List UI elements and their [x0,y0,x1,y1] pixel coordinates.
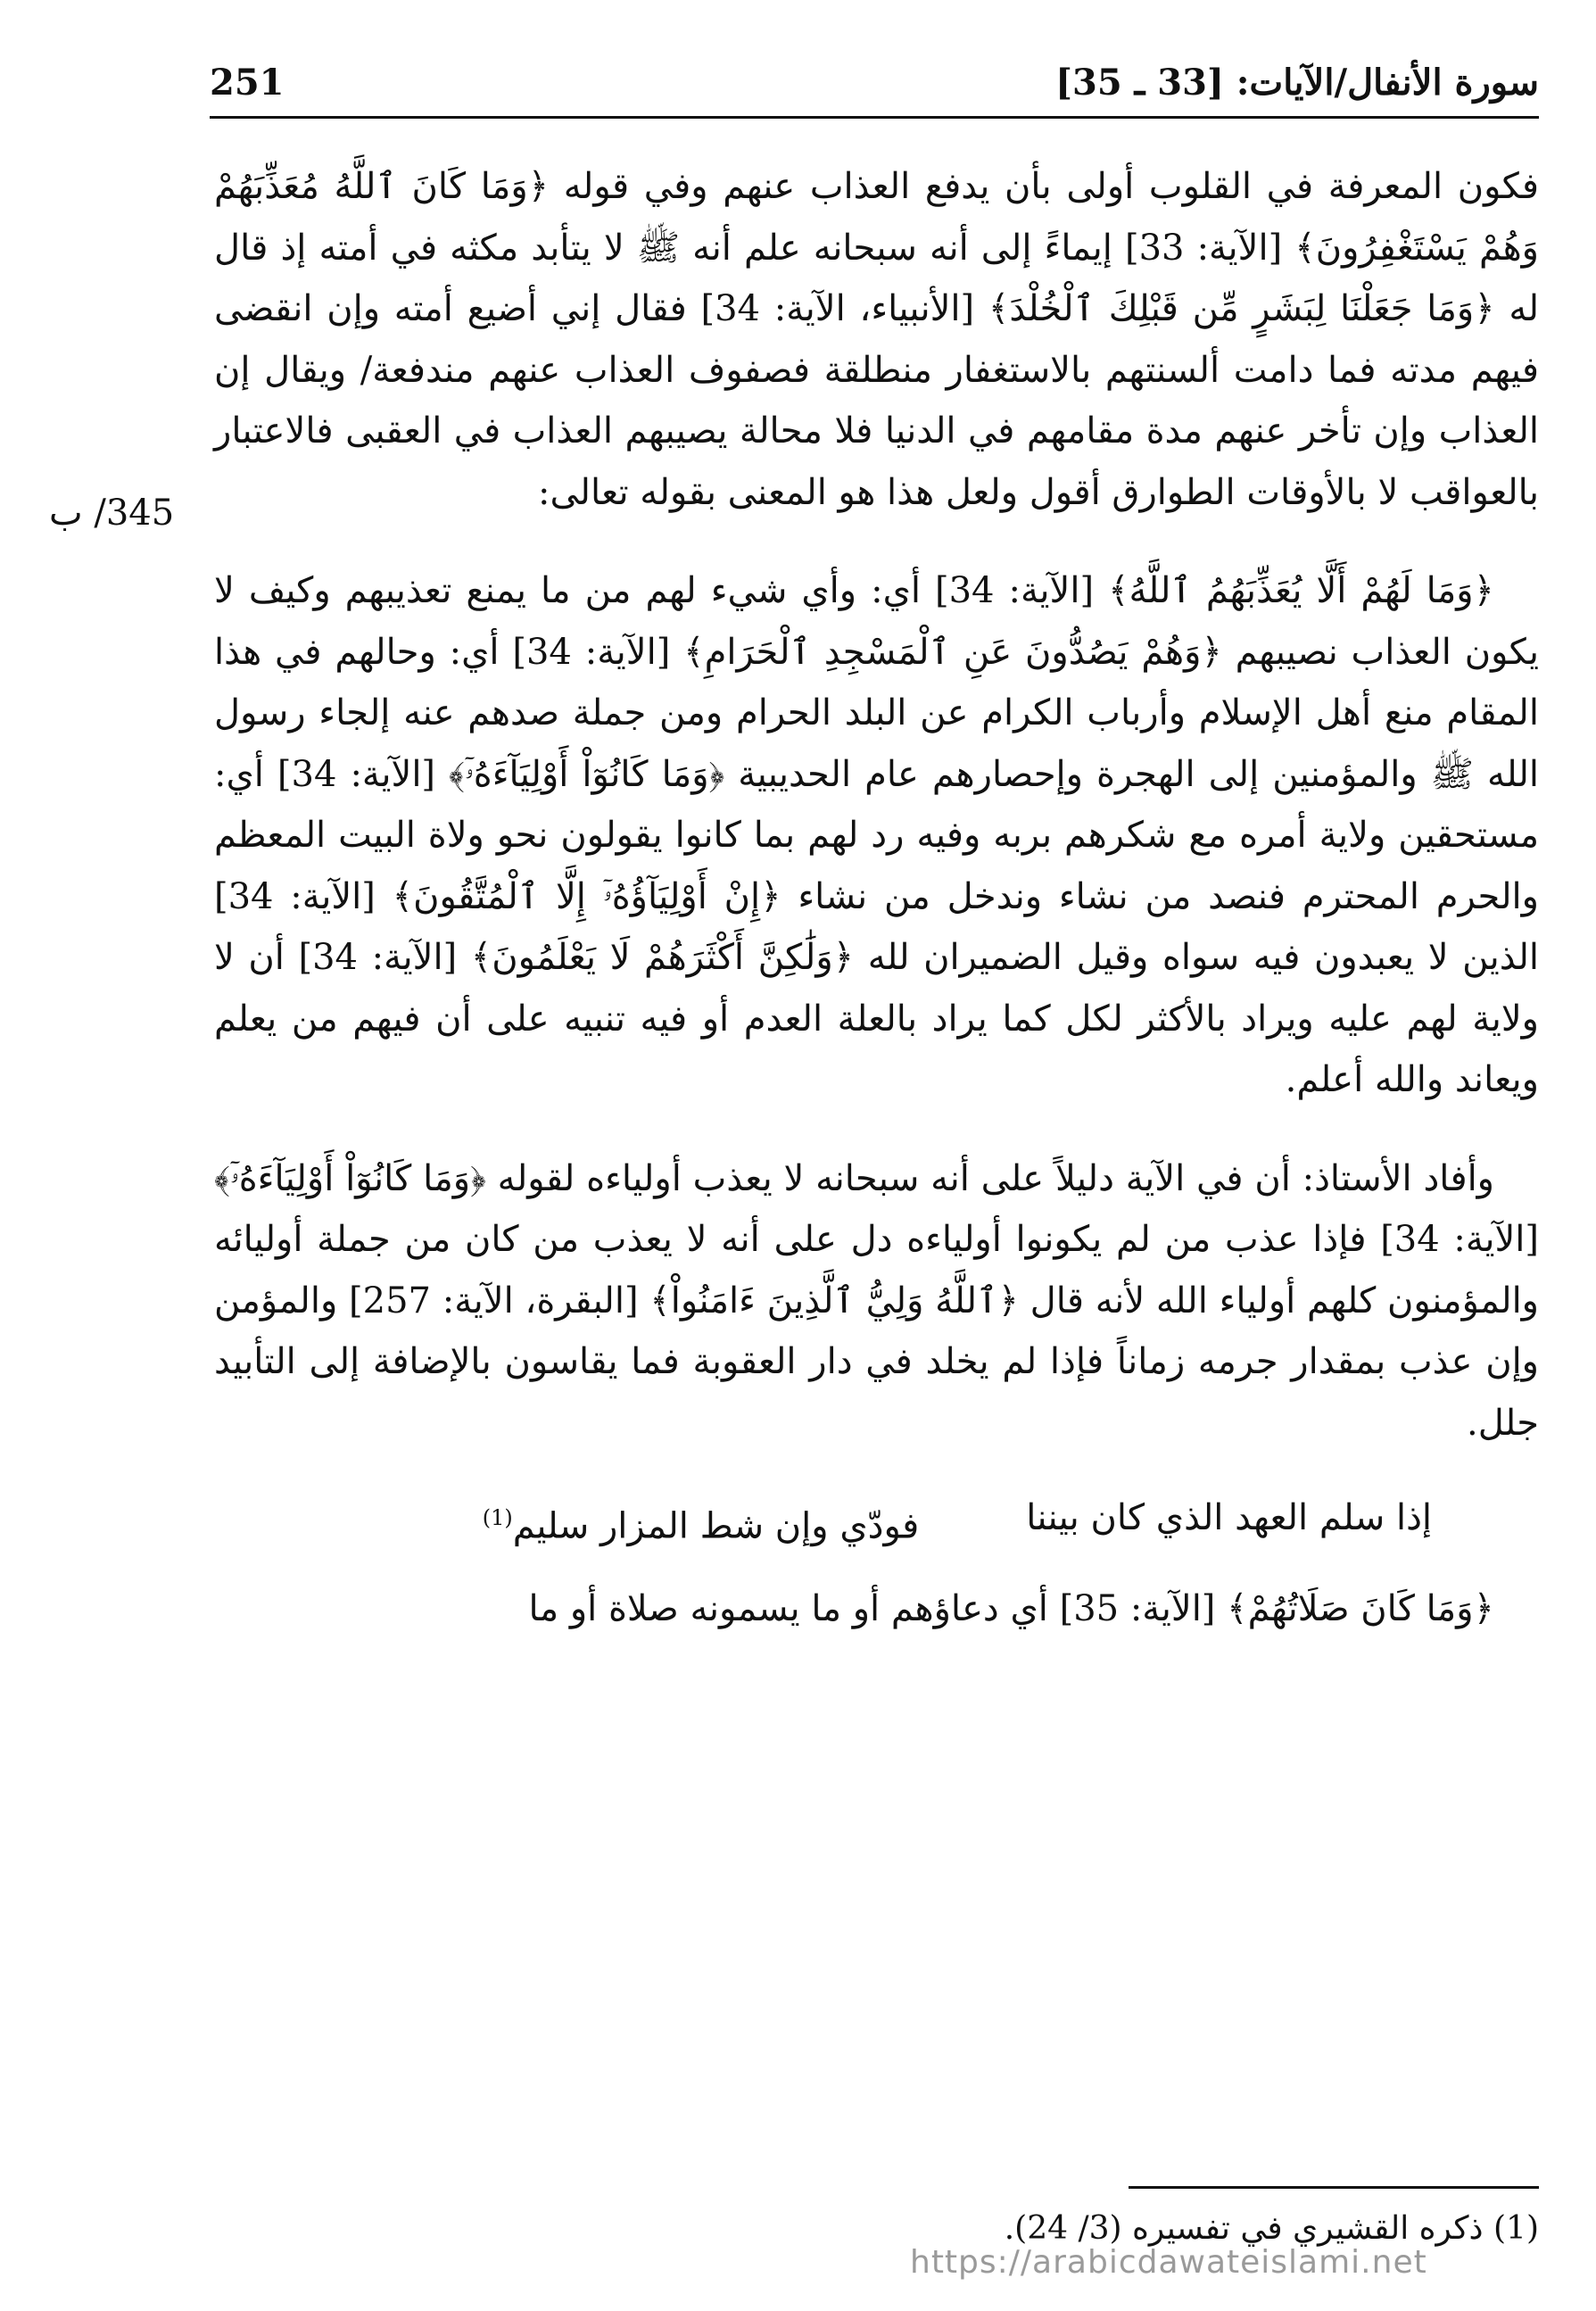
poem-second-hemistich [483,1487,919,1557]
poem-verse [214,1487,1539,1557]
poem-second-hemistich-text: فودّي وإن شط المزار سليم [512,1505,920,1547]
footnote-marker: (1) [482,1505,513,1530]
poem-first-hemistich: إذا سلم العهد الذي كان بيننا [1026,1497,1432,1538]
main-text [214,156,1539,1639]
paragraph-1: فكون المعرفة في القلوب أولى بأن يدفع العذاب عنهم وفي قوله ﴿وَمَا كَانَ ٱللَّهُ مُعَذِّبَهُمْ وَهُمْ يَسْتَغْفِرُونَ﴾ [الآية: 33] إيماءً إلى أنه سبحانه علم أنه ﷺ لا يتأبد مكثه في أمته إذ قال له ﴿وَمَا جَعَلْنَا لِبَشَرٍ مِّن قَبْلِكَ ٱلْخُلْدَ﴾ [الأنبياء، الآية: 34] فقال إني أضيع أمته وإن انقضى فيهم مدته فما دامت ألسنتهم بالاستغفار منطلقة فصفوف العذاب عنهم مندفعة/ ويقال إن العذاب وإن تأخر عنهم مدة مقامهم في الدنيا فلا محالة يصيبهم العذاب في العقبى فالاعتبار بالعواقب لا بالأوقات الطوارق أقول ولعل هذا هو المعنى بقوله تعالى: [214,166,1540,513]
footnote-divider [1129,2186,1539,2189]
paragraph-2: ﴿وَمَا لَهُمْ أَلَّا يُعَذِّبَهُمُ ٱللَّهُ﴾ [الآية: 34] أي: وأي شيء لهم من ما يمنع تعذيبهم وكيف لا يكون العذاب نصيبهم ﴿وَهُمْ يَصُدُّونَ عَنِ ٱلْمَسْجِدِ ٱلْحَرَامِ﴾ [الآية: 34] أي: وحالهم في هذا المقام منع أهل الإسلام وأرباب الكرام عن البلد الحرام ومن جملة صدهم عنه إلجاء رسول الله ﷺ والمؤمنين إلى الهجرة وإحصارهم عام الحديبية ﴿وَمَا كَانُوٓاْ أَوْلِيَآءَهُۥٓ﴾ [الآية: 34] أي: مستحقين ولاية أمره مع شكرهم بربه وفيه رد لهم بما كانوا يقولون نحو ولاة البيت المعظم والحرم المحترم فنصد من نشاء وندخل من نشاء ﴿إِنْ أَوْلِيَآؤُهُۥٓ إِلَّا ٱلْمُتَّقُونَ﴾ [الآية: 34] الذين لا يعبدون فيه سواه وقيل الضميران لله ﴿وَلَٰكِنَّ أَكْثَرَهُمْ لَا يَعْلَمُونَ﴾ [الآية: 34] أن لا ولاية لهم عليه ويراد بالأكثر لكل كما يراد بالعلة العدم أو فيه تنبيه على أن فيهم من يعلم ويعاند والله أعلم. [214,570,1540,1100]
paragraph-4: ﴿وَمَا كَانَ صَلَاتُهُمْ﴾ [الآية: 35] أي دعاؤهم أو ما يسمونه صلاة أو ما [528,1587,1494,1629]
running-title: سورة الأنفال/الآيات: [33 ـ 35] [1055,61,1539,104]
page-number: 251 [210,61,285,104]
header-divider [210,116,1539,119]
paragraph-3: وأفاد الأستاذ: أن في الآية دليلاً على أنه سبحانه لا يعذب أولياءه لقوله ﴿وَمَا كَانُوٓاْ أَوْلِيَآءَهُۥٓ﴾ [الآية: 34] فإذا عذب من لم يكونوا أولياءه دل على أنه لا يعذب من كان من جملة أوليائه والمؤمنون كلهم أولياء الله لأنه قال ﴿ٱللَّهُ وَلِيُّ ٱلَّذِينَ ءَامَنُواْ﴾ [البقرة، الآية: 257] والمؤمن وإن عذب بمقدار جرمه زماناً فإذا لم يخلد في دار العقوبة فما يقاسون بالإضافة إلى التأبيد جلل. [214,1157,1539,1444]
manuscript-folio-note: 345/ ب [49,493,175,534]
footnote: (1) ذكره القشيري في تفسيره (3/ 24). [1004,2210,1539,2247]
watermark-url: https://arabicdawateislami.net [910,2244,1427,2281]
page-header [210,55,1539,109]
